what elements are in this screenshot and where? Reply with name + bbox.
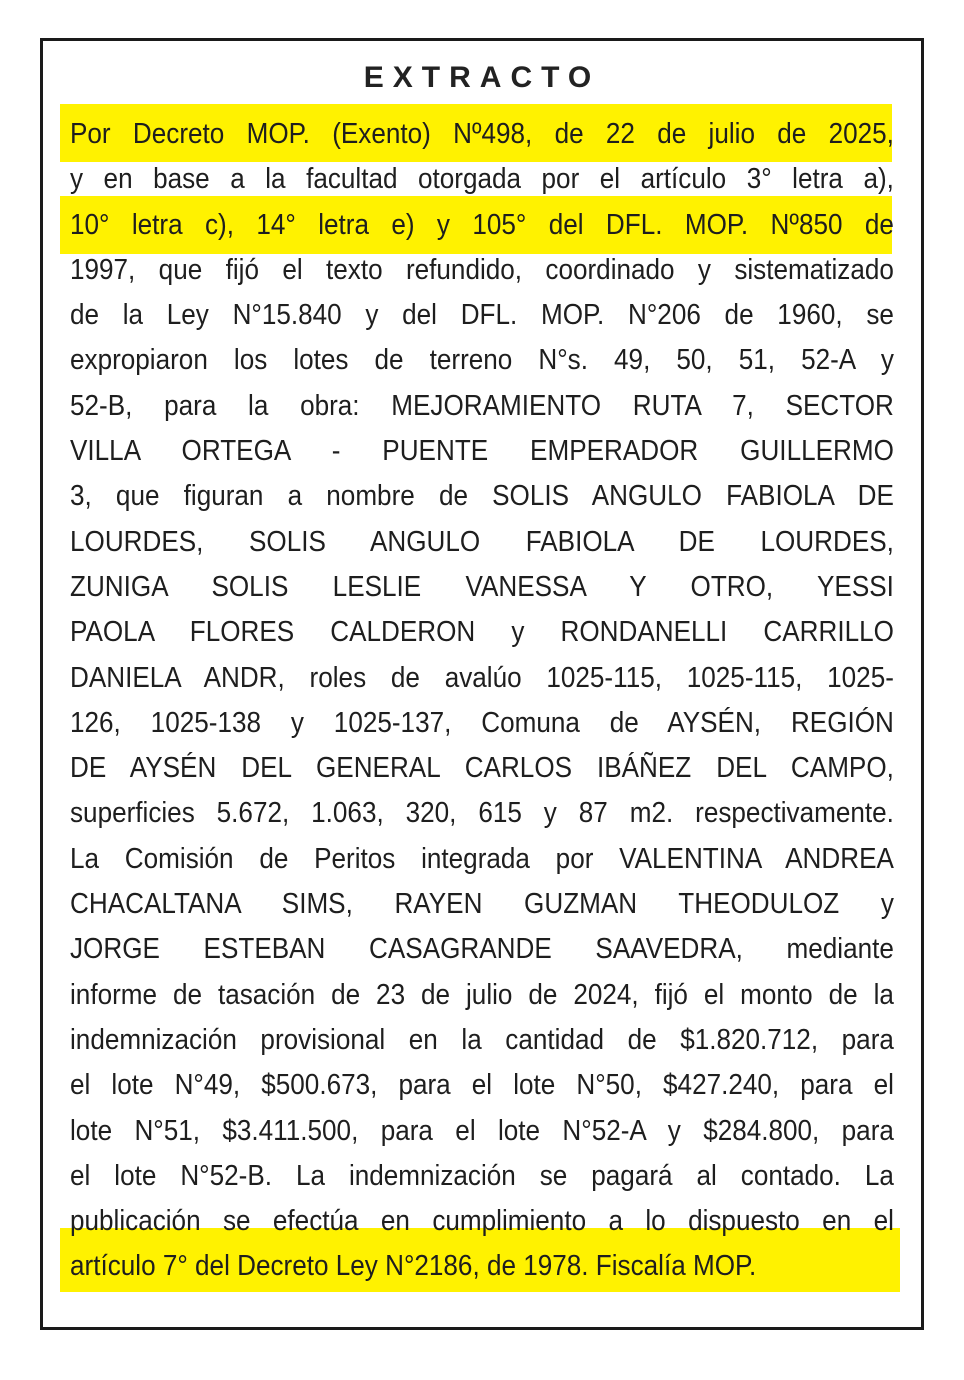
body-line: 3, que figuran a nombre de SOLIS ANGULO FABIOLA DE: [70, 480, 894, 513]
body-line: LOURDES, SOLIS ANGULO FABIOLA DE LOURDES,: [70, 525, 894, 558]
body-line: 52-B, para la obra: MEJORAMIENTO RUTA 7, SECTOR: [70, 389, 894, 422]
body-line: el lote N°52-B. La indemnización se pagará al contado. La: [70, 1159, 894, 1192]
body-line: artículo 7° del Decreto Ley N°2186, de 1978. Fiscalía MOP.: [70, 1250, 757, 1283]
document-title: EXTRACTO: [363, 61, 601, 94]
body-line: ZUNIGA SOLIS LESLIE VANESSA Y OTRO, YESSI: [70, 570, 894, 603]
body-line: superficies 5.672, 1.063, 320, 615 y 87 m2. respectivamente.: [70, 797, 894, 830]
document-body: [70, 112, 894, 1290]
body-line: Por Decreto MOP. (Exento) Nº498, de 22 de julio de 2025,: [70, 118, 894, 150]
body-line: PAOLA FLORES CALDERON y RONDANELLI CARRILLO: [70, 616, 894, 649]
body-line: indemnización provisional en la cantidad de $1.820.712, para: [70, 1023, 894, 1056]
body-line: VILLA ORTEGA - PUENTE EMPERADOR GUILLERMO: [70, 435, 894, 468]
body-line: CHACALTANA SIMS, RAYEN GUZMAN THEODULOZ y: [70, 888, 894, 921]
body-line: 1997, que fijó el texto refundido, coordinado y sistematizado: [70, 253, 894, 286]
body-line: publicación se efectúa en cumplimiento a lo dispuesto en el: [70, 1205, 894, 1238]
body-line: de la Ley N°15.840 y del DFL. MOP. N°206 de 1960, se: [70, 299, 894, 332]
body-line: DANIELA ANDR, roles de avalúo 1025-115, 1025-115, 1025-: [70, 661, 894, 694]
body-line: informe de tasación de 23 de julio de 2024, fijó el monto de la: [70, 978, 894, 1011]
body-line: y en base a la facultad otorgada por el artículo 3° letra a),: [70, 163, 894, 196]
body-line: 126, 1025-138 y 1025-137, Comuna de AYSÉN, REGIÓN: [70, 706, 894, 739]
body-line: lote N°51, $3.411.500, para el lote N°52-A y $284.800, para: [70, 1114, 894, 1147]
body-line: La Comisión de Peritos integrada por VALENTINA ANDREA: [70, 842, 894, 875]
body-line: JORGE ESTEBAN CASAGRANDE SAAVEDRA, mediante: [70, 933, 894, 966]
body-line: expropiaron los lotes de terreno N°s. 49, 50, 51, 52-A y: [70, 344, 894, 377]
body-line: el lote N°49, $500.673, para el lote N°50, $427.240, para el: [70, 1069, 894, 1102]
body-line: 10° letra c), 14° letra e) y 105° del DFL. MOP. Nº850 de: [70, 208, 894, 241]
body-line: DE AYSÉN DEL GENERAL CARLOS IBÁÑEZ DEL CAMPO,: [70, 752, 894, 785]
